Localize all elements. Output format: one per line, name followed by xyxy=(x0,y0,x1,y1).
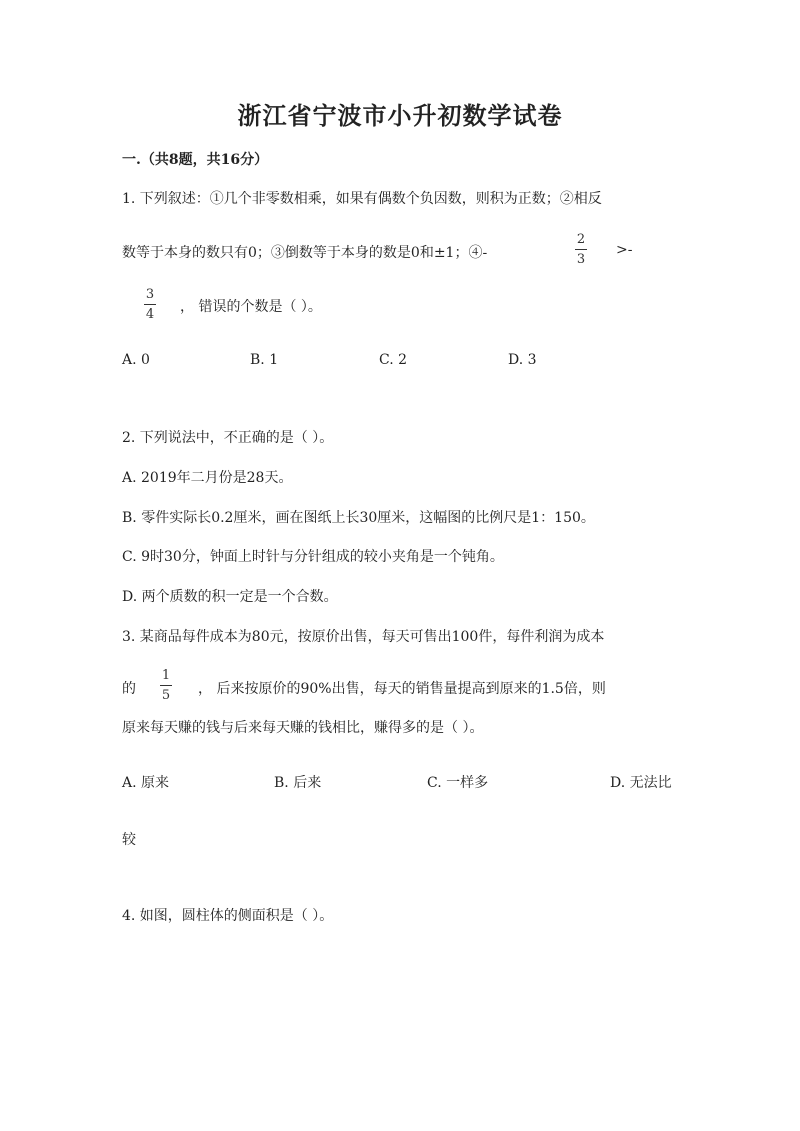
fraction-numerator: 2 xyxy=(576,232,586,247)
q1-option-c[interactable]: C. 2 xyxy=(379,352,408,368)
fraction-denominator: 5 xyxy=(161,688,171,703)
section-heading: 一.（共8题，共16分） xyxy=(122,152,269,168)
q2-option-b[interactable]: B. 零件实际长0.2厘米，画在图纸上长30厘米，这幅图的比例尺是1：150。 xyxy=(122,510,595,526)
q1-fraction-two-thirds xyxy=(575,232,587,267)
fraction-bar xyxy=(575,249,587,250)
q3-option-b[interactable]: B. 后来 xyxy=(274,775,322,791)
fraction-bar xyxy=(144,304,156,305)
q1-option-a[interactable]: A. 0 xyxy=(122,352,150,368)
fraction-bar xyxy=(160,685,172,686)
q2-option-a[interactable]: A. 2019年二月份是28天。 xyxy=(122,470,293,486)
q1-fraction-three-quarters xyxy=(144,287,156,322)
q3-option-a[interactable]: A. 原来 xyxy=(122,775,170,791)
q3-option-c[interactable]: C. 一样多 xyxy=(427,775,489,791)
q2-option-c[interactable]: C. 9时30分，钟面上时针与分针组成的较小夹角是一个钝角。 xyxy=(122,549,504,565)
q2-option-d[interactable]: D. 两个质数的积一定是一个合数。 xyxy=(122,589,338,605)
fraction-denominator: 3 xyxy=(576,252,586,267)
q3-line-2-prefix: 的 xyxy=(122,681,136,697)
q1-line-3: ， 错误的个数是（ ）。 xyxy=(180,299,322,315)
fraction-denominator: 4 xyxy=(145,307,155,322)
page-title: 浙江省宁波市小升初数学试卷 xyxy=(237,101,563,130)
q4-stem: 4. 如图，圆柱体的侧面积是（ ）。 xyxy=(122,908,334,924)
q3-fraction-one-fifth xyxy=(160,668,172,703)
q1-line-1: 1. 下列叙述：①几个非零数相乘，如果有偶数个负因数，则积为正数；②相反 xyxy=(122,191,602,207)
q2-stem: 2. 下列说法中，不正确的是（ ）。 xyxy=(122,430,334,446)
q3-line-3: 原来每天赚的钱与后来每天赚的钱相比，赚得多的是（ ）。 xyxy=(122,720,484,736)
q3-option-d[interactable]: D. 无法比 xyxy=(610,775,672,791)
fraction-numerator: 1 xyxy=(161,668,171,683)
q3-line-1: 3. 某商品每件成本为80元，按原价出售，每天可售出100件，每件利润为成本 xyxy=(122,629,605,645)
q1-option-b[interactable]: B. 1 xyxy=(250,352,279,368)
q3-option-d-wrap: 较 xyxy=(122,832,136,848)
q1-greater-than-minus: >- xyxy=(616,242,633,258)
q1-option-d[interactable]: D. 3 xyxy=(508,352,537,368)
q3-line-2-suffix: ， 后来按原价的90%出售，每天的销售量提高到原来的1.5倍，则 xyxy=(198,681,606,697)
q1-line-2: 数等于本身的数只有0；③倒数等于本身的数是0和±1；④- xyxy=(122,245,488,261)
fraction-numerator: 3 xyxy=(145,287,155,302)
